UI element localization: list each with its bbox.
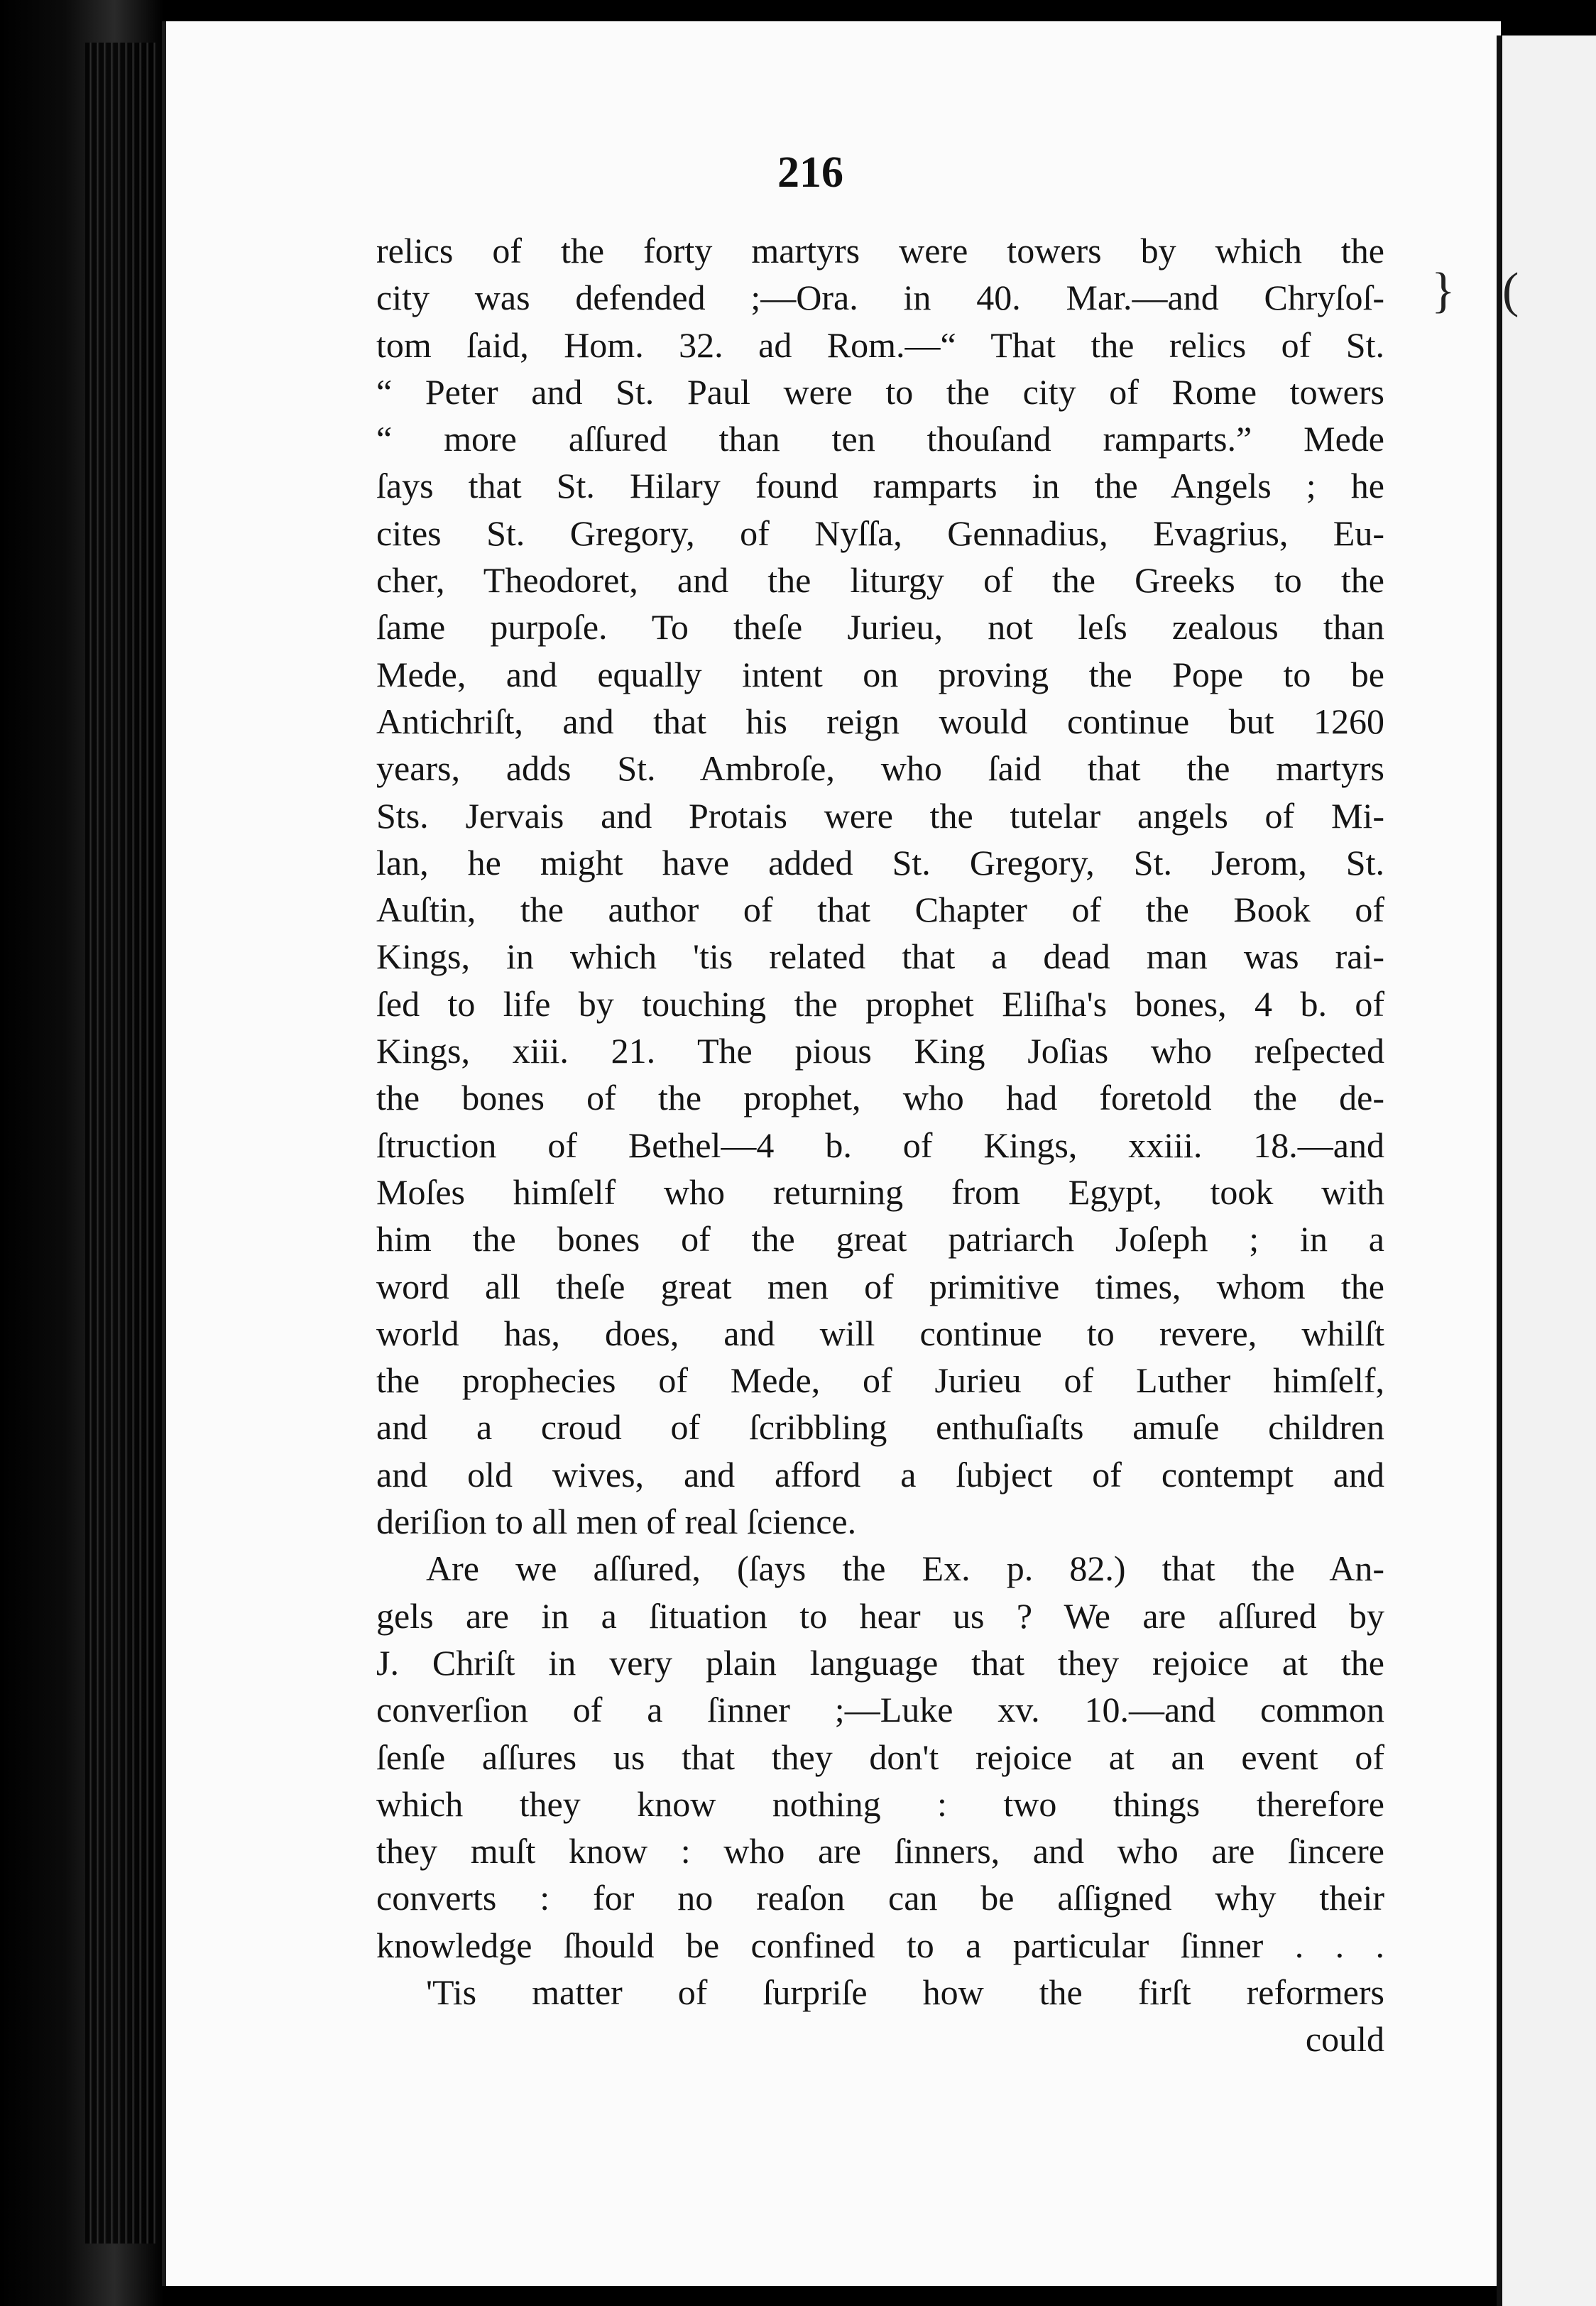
text-line: ſame purpoſe. To theſe Jurieu, not leſs zealous than: [376, 607, 1384, 647]
book-spine: [0, 0, 163, 2306]
paragraph-end-line: deriſion to all men of real ſcience.: [376, 1502, 857, 1542]
text-line: “ Peter and St. Paul were to the city of Rome towers: [376, 371, 1384, 412]
paragraph-start-line: Are we aſſured, (ſays the Ex. p. 82.) that the An-: [426, 1548, 1384, 1589]
text-line: ſenſe aſſures us that they don't rejoice at an event of: [376, 1737, 1384, 1777]
page-number: 216: [777, 148, 843, 197]
text-line: which they know nothing : two things therefore: [376, 1783, 1384, 1824]
text-line: and old wives, and afford a ſubject of contempt and: [376, 1454, 1384, 1494]
text-line: word all theſe great men of primitive times, whom the: [376, 1266, 1384, 1306]
text-line: Kings, xiii. 21. The pious King Joſias who reſpected: [376, 1031, 1384, 1071]
body-text: [376, 227, 1384, 2063]
text-line: “ more aſſured than ten thouſand ramparts.” Mede: [376, 419, 1384, 459]
text-line: Kings, in which 'tis related that a dead man was rai-: [376, 936, 1384, 977]
text-line: world has, does, and will continue to revere, whilſt: [376, 1313, 1384, 1353]
page-edges: [85, 43, 156, 2244]
paragraph-start-line: 'Tis matter of ſurpriſe how the firſt reformers: [426, 1972, 1384, 2012]
facing-page: [1431, 35, 1596, 2306]
text-line: Sts. Jervais and Protais were the tutelar angels of Mi-: [376, 795, 1384, 836]
text-line: converſion of a ſinner ;—Luke xv. 10.—and common: [376, 1690, 1384, 1730]
catchword: could: [1305, 2019, 1384, 2060]
text-line: him the bones of the great patriarch Joſeph ; in a: [376, 1219, 1384, 1259]
text-line: tom ſaid, Hom. 32. ad Rom.—“ That the relics of St.: [376, 324, 1384, 365]
facing-mark-1: }: [1431, 263, 1455, 318]
text-line: converts : for no reaſon can be aſſigned why their: [376, 1878, 1384, 1918]
text-line: gels are in a ſituation to hear us ? We are aſſured by: [376, 1595, 1384, 1636]
text-line: cites St. Gregory, of Nyſſa, Gennadius, Evagrius, Eu-: [376, 513, 1384, 553]
text-line: years, adds St. Ambroſe, who ſaid that the martyrs: [376, 748, 1384, 789]
text-line: ſays that St. Hilary found ramparts in the Angels ; he: [376, 466, 1384, 506]
text-line: lan, he might have added St. Gregory, St. Jerom, St.: [376, 842, 1384, 882]
text-line: J. Chriſt in very plain language that they rejoice at the: [376, 1642, 1384, 1683]
text-line: Moſes himſelf who returning from Egypt, took with: [376, 1171, 1384, 1212]
text-line: Auſtin, the author of that Chapter of the Book of: [376, 890, 1384, 930]
text-line: cher, Theodoret, and the liturgy of the Greeks to the: [376, 560, 1384, 601]
text-line: knowledge ſhould be confined to a particular ſinner . . .: [376, 1925, 1384, 1965]
text-line: relics of the forty martyrs were towers by which the: [376, 231, 1384, 271]
text-line: ſed to life by touching the prophet Eliſha's bones, 4 b. of: [376, 983, 1384, 1024]
text-line: ſtruction of Bethel—4 b. of Kings, xxiii. 18.—and: [376, 1125, 1384, 1165]
text-line: Antichriſt, and that his reign would continue but 1260: [376, 701, 1384, 741]
text-line: the prophecies of Mede, of Jurieu of Luther himſelf,: [376, 1360, 1384, 1401]
text-line: the bones of the prophet, who had foretold the de-: [376, 1078, 1384, 1118]
text-line: and a croud of ſcribbling enthuſiaſts amuſe children: [376, 1407, 1384, 1448]
text-line: city was defended ;—Ora. in 40. Mar.—and Chryſoſ-: [376, 278, 1384, 318]
text-line: Mede, and equally intent on proving the Pope to be: [376, 654, 1384, 694]
text-line: they muſt know : who are ſinners, and who are ſincere: [376, 1831, 1384, 1871]
facing-mark-2: (: [1502, 263, 1519, 318]
